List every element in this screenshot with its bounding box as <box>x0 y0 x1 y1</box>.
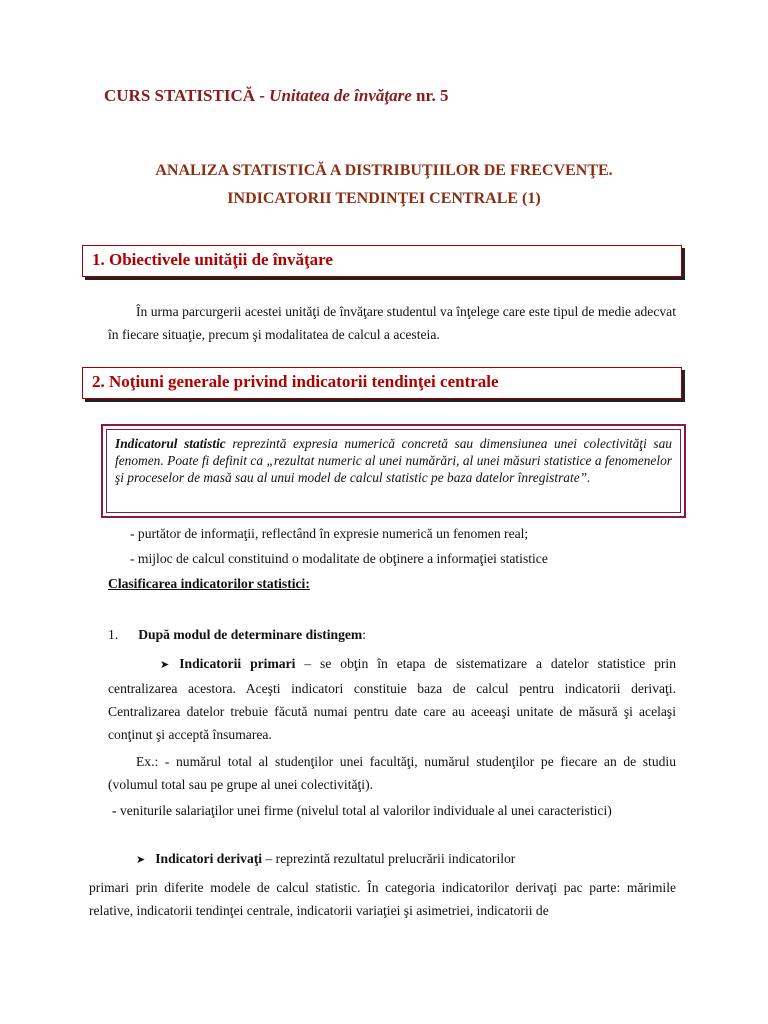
list-item-1-text: După modul de determinare distingem <box>138 627 363 642</box>
example2-paragraph <box>108 799 676 822</box>
derived-continuation-paragraph: primari prin diferite modele de calcul statistic. În categoria indicatorilor derivaţi pac parte: mărimile relative, indicatorii tendinţei centrale, indicatorii variaţiei şi asimetriei, indicatorii de <box>89 880 676 918</box>
section1-heading: 1. Obiectivele unităţii de învăţare <box>82 245 682 277</box>
example-paragraph: Ex.: - numărul total al studenţilor unei facultăţi, numărul studenţilor pe fiecare an de studiu (volumul total sau pe grupe al unei colectivităţi). <box>108 754 676 792</box>
document-title-line2: INDICATORII TENDINŢEI CENTRALE (1) <box>227 190 541 207</box>
classification-heading: Clasificarea indicatorilor statistici: <box>108 576 310 591</box>
derived-indicators-term: Indicatori derivaţi <box>155 851 263 866</box>
course-header <box>104 86 448 106</box>
bullet-mijloc-calcul: - mijloc de calcul constituind o modalitate de obţinere a informaţiei statistice <box>130 551 548 566</box>
primary-indicators-paragraph <box>108 652 676 746</box>
definition-term: Indicatorul statistic <box>115 436 226 451</box>
course-number: nr. 5 <box>411 86 449 105</box>
definition-box <box>101 424 686 518</box>
list-item-1-number: 1. <box>108 627 119 642</box>
list-item-1-colon: : <box>362 627 367 642</box>
primary-indicators-text: – se obţin în etapa de sistematizare a datelor statistice prin centralizarea acestora. Aceşti indicatori constituie baza de calcul pentru indicatorii derivaţi. Centralizarea datelor trebuie făcută numai pentru date care au aceeaşi unitate de măsură şi acelaşi conţinut şi acceptă însumarea. <box>108 656 676 742</box>
document-title-line1: ANALIZA STATISTICĂ A DISTRIBUŢIILOR DE FRECVENŢE. <box>155 162 613 179</box>
section2-heading: 2. Noţiuni generale privind indicatorii tendinţei centrale <box>82 367 682 399</box>
section1-paragraph: În urma parcurgerii acestei unităţi de învăţare studentul va înţelege care este tipul de medie adecvat în fiecare situaţie, precum şi modalitatea de calcul a acesteia. <box>108 304 676 342</box>
list-item-1 <box>108 627 366 643</box>
example2-text: veniturile salariaţilor unei firme (nivelul total al valorilor individuale al unei caracteristici) <box>119 803 612 818</box>
definition-text <box>106 429 681 513</box>
definition-body: reprezintă expresia numerică concretă sau dimensiunea unei colectivităţi sau fenomen. Poate fi definit ca „rezultat numeric al unei numărări, al unei măsuri statistice a fenomenelor şi proceselor de masă sau al unui model de calcul statistic pe baza datelor înregistrate”. <box>115 436 672 485</box>
bullet-informatii: - purtător de informaţii, reflectând în expresie numerică un fenomen real; <box>130 526 529 541</box>
course-unit: Unitatea de învăţare <box>269 86 412 105</box>
derived-indicators-line <box>136 851 515 867</box>
derived-indicators-text: – reprezintă rezultatul prelucrării indicatorilor <box>262 851 516 866</box>
course-prefix: CURS STATISTICĂ - <box>104 86 270 105</box>
example2-dash: - <box>112 803 120 818</box>
arrow-bullet-icon: ➤ <box>136 854 146 866</box>
primary-indicators-term: Indicatorii primari <box>179 656 296 671</box>
arrow-bullet-icon: ➤ <box>160 659 170 671</box>
